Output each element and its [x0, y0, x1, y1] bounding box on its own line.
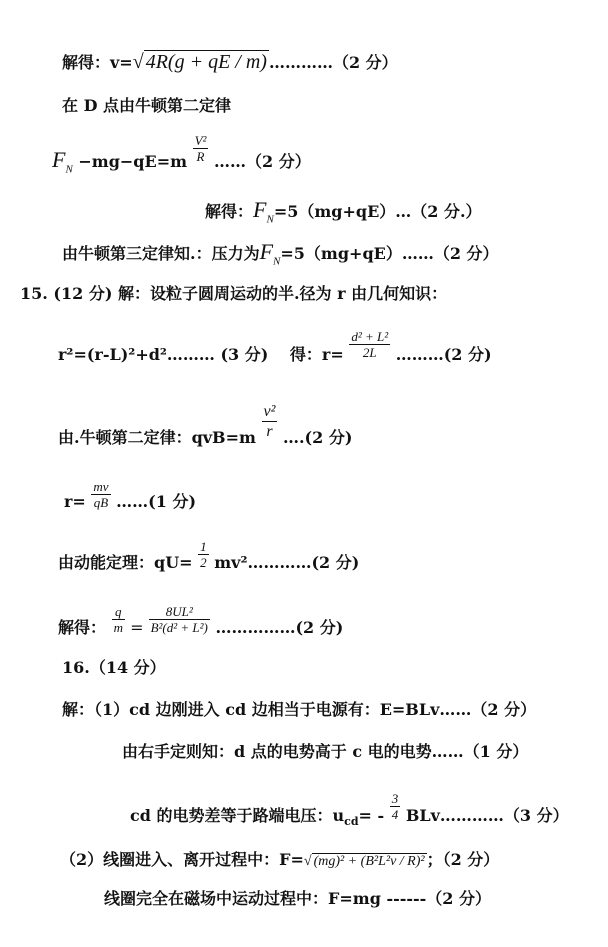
- fraction: $\frac{\text{8UL²}}{\text{B²(d² + L²)}}$: [150, 604, 208, 635]
- fraction: $\frac{3}{4}$: [391, 791, 399, 822]
- line-lorentz-force: 由.牛顿第二定律：qvB=m $\frac{\text{v²}}{r}$ ….(2 分): [58, 403, 353, 447]
- fraction: $\frac{mv}{qB}$: [93, 479, 109, 510]
- force-symbol: $F_N$: [259, 239, 281, 268]
- fraction: $\frac{\text{v²}}{r}$: [263, 403, 276, 440]
- line-normal-force-solution: 解得：$F_N=5(mg+qE)\dots(2$ 分.）: [205, 197, 482, 226]
- line-force-entering-leaving: （2）线圈进入、离开过程中：F=√ (mg)² + (B²L²v / R)² ；（2 分）: [60, 850, 499, 872]
- line-radius-geometry: r²=(r-L)²+d²……… (3 分) 得：r= $\frac{\text{d² + L²}}{2L}$ ………(2 分): [58, 329, 492, 364]
- sqrt-expression: √ 4R(g + qE / m): [132, 51, 267, 73]
- line-radius-formula: r= $\frac{mv}{qB}$ ……(1 分): [64, 479, 197, 511]
- text: 解得：v=: [62, 53, 133, 72]
- line-emf: 解：（1）cd 边刚进入 cd 边相当于电源有：E=BLv……（2 分）: [62, 700, 537, 719]
- force-symbol: $F_N$: [253, 197, 274, 226]
- line-force-equation: $F_N -mg-qE=m$ $\frac{\text{V²}}{R}$ ……（2 分）: [52, 133, 311, 176]
- score-note: …………（2 分）: [268, 53, 398, 72]
- line-right-hand-rule: 由右手定则知：d 点的电势高于 c 电的电势……（1 分）: [122, 742, 529, 761]
- line-force-inside-field: 线圈完全在磁场中运动过程中：F=mg ------（2 分）: [104, 889, 492, 908]
- fraction: $\frac{\text{V²}}{R}$: [194, 133, 207, 164]
- fraction: $\frac{q}{m}$: [113, 604, 123, 635]
- fraction: $\frac{1}{2}$: [200, 539, 207, 570]
- line-newton-second-law-at-d: 在 D 点由牛顿第二定律: [62, 96, 232, 115]
- fraction: $\frac{\text{d² + L²}}{2L}$: [351, 329, 389, 360]
- line-newton-third-law: 由牛顿第三定律知.：压力为$F_N=5(mg+qE)\dots\dots(2$ 分）: [62, 239, 499, 268]
- problem-15-heading: 15. (12 分) 解：设粒子圆周运动的半.径为 r 由几何知识：: [20, 284, 448, 303]
- force-symbol: $F_N$: [52, 147, 73, 176]
- line-terminal-voltage: cd 的电势差等于路端电压：$u_{cd}=$ - $\frac{3}{4}$ BLv…………（3 分）: [130, 791, 569, 829]
- line-kinetic-energy-theorem: 由动能定理：qU= $\frac{1}{2}$ mv²…………(2 分): [58, 539, 360, 572]
- problem-16-heading: 16.（14 分）: [62, 658, 166, 677]
- sqrt-expression: √ (mg)² + (B²L²v / R)²: [303, 854, 425, 869]
- line-charge-mass-ratio: 解得： $\frac{q}{m}$ = $\frac{\text{8UL²}}{\text{B²(d² + L²)}}$ ……………(2 分): [58, 604, 344, 637]
- line-velocity-solution: [62, 52, 398, 73]
